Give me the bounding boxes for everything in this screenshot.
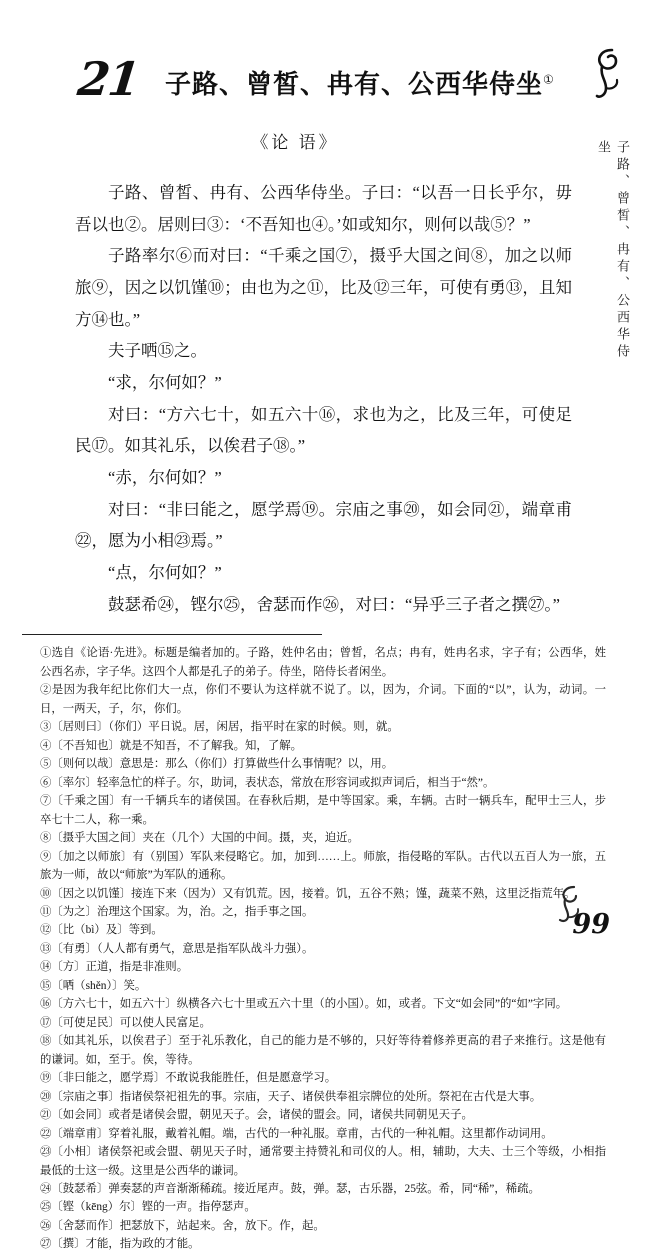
footnote-item: ⑤〔则何以哉〕意思是：那么（你们）打算做些什么事情呢？以，用。 [40,758,394,771]
footnote-item: ⑰〔可使足民〕可以使人民富足。 [40,1016,211,1029]
page-title [165,64,555,101]
footnotes-block [40,644,606,1253]
footnote-item: ⑱〔如其礼乐，以俟君子〕至于礼乐教化，自己的能力是不够的，只好等待着修养更高的君子来推行。这是他有的谦词。如，至于。俟，等待。 [40,1035,606,1066]
footnote-item: ⑭〔方〕正道，指是非准则。 [40,961,189,974]
body-paragraph: “点，尔何如？” [108,563,222,583]
body-paragraph: 对曰：“方六七十，如五六十⑯，求也为之，比及三年，可使足民⑰。如其礼乐，以俟君子⑱。” [75,404,572,456]
source-attribution: 《论 语》 [251,133,339,152]
footnote-item: ⑦〔千乘之国〕有一千辆兵车的诸侯国。在春秋后期，是中等国家。乘，车辆。古时一辆兵车，配甲士三人，步卒七十二人，称一乘。 [40,795,606,826]
footnote-item: ⑬〔有勇〕（人人都有勇气，意思是指军队战斗力强）。 [40,942,314,955]
footnote-divider [22,634,322,635]
page-number: 99 [572,909,610,940]
footnote-item: ㉖〔舍瑟而作〕把瑟放下，站起来。舍，放下。作，起。 [40,1219,325,1232]
footnote-item: ⑲〔非曰能之，愿学焉〕不敢说我能胜任，但是愿意学习。 [40,1072,337,1085]
footnote-item: ⑮〔哂（shěn）〕笑。 [40,979,147,992]
lesson-title-text: 子路、曾皙、冉有、公西华侍坐 [165,70,544,99]
running-head-vertical: 子路、曾皙、冉有、公西华侍坐 [596,140,630,361]
body-paragraph: 子路率尔⑥而对曰：“千乘之国⑦，摄乎大国之间⑧，加之以师旅⑨，因之以饥馑⑩；由也为之⑪，比及⑫三年，可使有勇⑬，且知方⑭也。” [75,246,572,329]
page-footer [536,886,616,946]
footnote-item: ㉔〔鼓瑟希〕弹奏瑟的声音渐渐稀疏。接近尾声。鼓，弹。瑟，古乐器，25弦。希，同“稀”，稀疏。 [40,1183,540,1195]
footnote-item: ②是因为我年纪比你们大一点，你们不要认为这样就不说了。以，因为，介词。下面的“以”，认为，动词。一日，一两天，子，尔，你们。 [40,684,606,715]
footnote-item: ①选自《论语·先进》。标题是编者加的。子路，姓仲名由；曾皙，名点；冉有，姓冉名求，字子有；公西华，姓公西名赤，字子华。这四个人都是孔子的弟子。侍坐，陪侍长者闲坐。 [40,647,606,678]
footnote-item: ③〔居则曰〕（你们）平日说。居，闲居，指平时在家的时候。则，就。 [40,721,399,734]
footnote-item: ⑯〔方六七十，如五六十〕纵横各六七十里或五六十里（的小国）。如，或者。下文“如会同”的“如”字同。 [40,998,568,1011]
footnote-item: ㉗〔撰〕才能，指为政的才能。 [40,1238,200,1251]
footnote-item: ⑨〔加之以师旅〕有（别国）军队来侵略它。加，加到……上。师旅，指侵略的军队。古代以五百人为一旅，五旅为一师，故以“师旅”为军队的通称。 [40,850,606,882]
footnote-item: ⑪〔为之〕治理这个国家。为，治。之，指手事之国。 [40,905,314,918]
body-paragraph: 对曰：“非曰能之，愿学焉⑲。宗庙之事⑳，如会同㉑，端章甫㉒，愿为小相㉓焉。” [75,499,572,551]
body-paragraph: 鼓瑟希㉔，铿尔㉕，舍瑟而作㉖，对曰：“异乎三子者之撰㉗。” [108,594,560,614]
lesson-title-footnote-marker: ① [543,72,555,87]
footnote-item: ⑩〔因之以饥馑〕接连下来（因为）又有饥荒。因，接着。饥，五谷不熟；馑，蔬菜不熟，这里泛指荒年。 [40,887,576,900]
scroll-ornament-icon [590,46,626,102]
footnote-item: ⑫〔比（bì）及〕等到。 [40,924,163,937]
lesson-number: 21 [75,52,141,106]
body-paragraph: 夫子哂⑮之。 [108,341,207,361]
body-paragraph: 子路、曾皙、冉有、公西华侍坐。子曰：“以吾一日长乎尔，毋吾以也②。居则曰③：‘不吾知也④。’如或知尔，则何以哉⑤？” [75,183,572,234]
footnote-item: ㉕〔铿（kēng）尔〕铿的一声。指停瑟声。 [40,1201,256,1214]
footnote-item: ⑥〔率尔〕轻率急忙的样子。尔，助词，表状态，常放在形容词或拟声词后，相当于“然”。 [40,776,495,789]
lesson-body [75,177,572,620]
body-paragraph: “赤，尔何如？” [108,468,222,488]
body-paragraph: “求，尔何如？” [108,373,222,393]
footnote-item: ㉒〔端章甫〕穿着礼服，戴着礼帽。端，古代的一种礼服。章甫，古代的一种礼帽。这里都作动词用。 [40,1127,553,1140]
footnote-item: ㉑〔如会同〕或者是诸侯会盟，朝见天子。会，诸侯的盟会。同，诸侯共同朝见天子。 [40,1109,473,1122]
footnote-item: ⑧〔摄乎大国之间〕夹在（几个）大国的中间。摄，夹，迫近。 [40,832,359,845]
footnote-item: ㉓〔小相〕诸侯祭祀或会盟、朝见天子时，通常要主持赞礼和司仪的人。相，辅助，大夫、士三个等级，小相指最低的士这一级。这里是公西华的谦词。 [40,1146,606,1177]
footnote-item: ④〔不吾知也〕就是不知吾，不了解我。知，了解。 [40,739,302,752]
footnote-item: ⑳〔宗庙之事〕指诸侯祭祀祖先的事。宗庙，天子、诸侯供奉祖宗牌位的处所。祭祀在古代是大事。 [40,1090,542,1103]
